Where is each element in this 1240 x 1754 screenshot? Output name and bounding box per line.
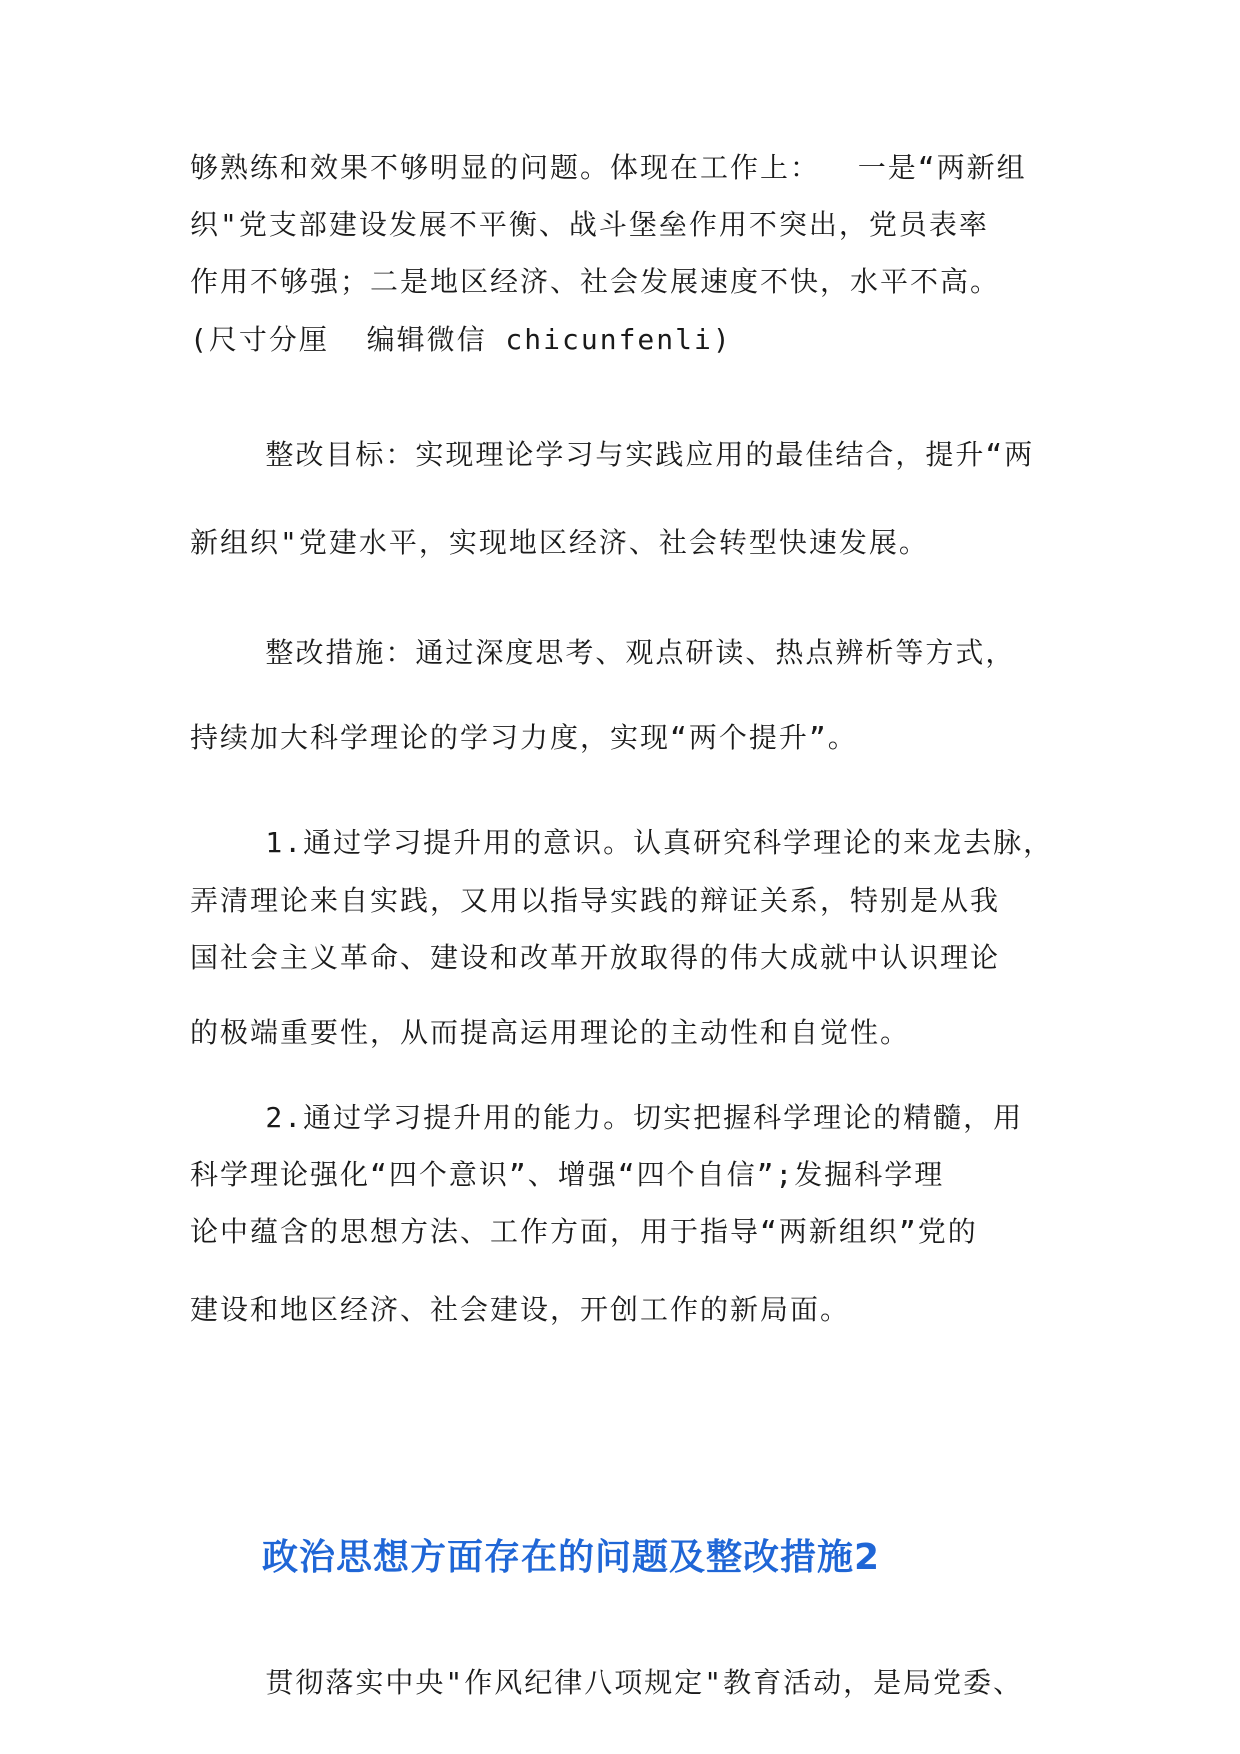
list-item-line: 弄清理论来自实践，又用以指导实践的辩证关系，特别是从我: [190, 884, 1001, 917]
paragraph-line: 贯彻落实中央"作风纪律八项规定"教育活动，是局党委、: [190, 1666, 1024, 1699]
section-title: 政治思想方面存在的问题及整改措施2: [262, 1537, 881, 1578]
list-item-line: 国社会主义革命、建设和改革开放取得的伟大成就中认识理论: [190, 941, 1001, 974]
paragraph-line: 作用不够强；二是地区经济、社会发展速度不快，水平不高。: [190, 265, 1001, 298]
paragraph-line: 够熟练和效果不够明显的问题。体现在工作上： 一是“两新组: [190, 151, 1027, 184]
list-item-line: 的极端重要性，从而提高运用理论的主动性和自觉性。: [190, 1016, 911, 1049]
list-item-line: 2.通过学习提升用的能力。切实把握科学理论的精髓，用: [190, 1101, 1024, 1134]
list-item-line: 1.通过学习提升用的意识。认真研究科学理论的来龙去脉，: [190, 826, 1054, 859]
list-item-line: 论中蕴含的思想方法、工作方面，用于指导“两新组织”党的: [190, 1215, 978, 1248]
paragraph-line: 持续加大科学理论的学习力度，实现“两个提升”。: [190, 721, 858, 754]
paragraph-line: 整改措施：通过深度思考、观点研读、热点辨析等方式，: [190, 636, 1016, 669]
list-item-line: 建设和地区经济、社会建设，开创工作的新局面。: [190, 1293, 851, 1326]
paragraph-line: 整改目标：实现理论学习与实践应用的最佳结合，提升“两: [190, 438, 1035, 471]
contact-note: (尺寸分厘 编辑微信 chicunfenli): [190, 323, 732, 356]
list-item-line: 科学理论强化“四个意识”、增强“四个自信”;发掘科学理: [190, 1158, 945, 1191]
paragraph-line: 新组织"党建水平，实现地区经济、社会转型快速发展。: [190, 526, 929, 559]
paragraph-line: 织"党支部建设发展不平衡、战斗堡垒作用不突出，党员表率: [190, 208, 989, 241]
